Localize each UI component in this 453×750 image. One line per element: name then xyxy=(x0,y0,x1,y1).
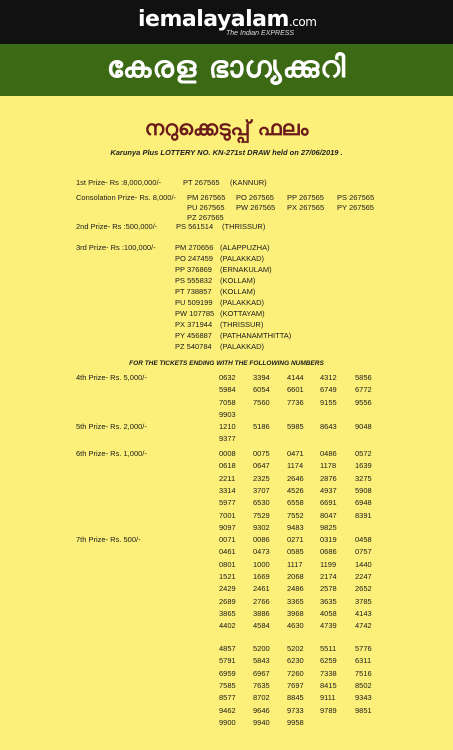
second-prize-ticket: PS 561514 xyxy=(176,222,214,231)
ticket-number: 0632 xyxy=(219,373,236,382)
third-prize-place: (KOLLAM) xyxy=(220,287,256,296)
consolation-ticket: PW 267565 xyxy=(236,203,276,212)
ticket-number: 1117 xyxy=(287,559,303,569)
ticket-number: 6054 xyxy=(253,385,270,395)
ticket-number: 5186 xyxy=(253,422,270,431)
third-prize-place: (KOLLAM) xyxy=(220,276,256,285)
ticket-number: 8047 xyxy=(320,510,337,520)
ticket-number: 2461 xyxy=(253,584,270,594)
ticket-number: 0461 xyxy=(219,547,236,557)
ticket-number: 0486 xyxy=(320,449,337,458)
ticket-number: 7001 xyxy=(219,510,236,520)
ticket-number: 3394 xyxy=(253,373,270,382)
consolation-ticket: PS 267565 xyxy=(337,193,375,202)
seventh-prize-label: 7th Prize- Rs. 500/- xyxy=(76,535,141,544)
ticket-number: 2646 xyxy=(287,473,304,483)
ticket-number: 6259 xyxy=(320,656,337,666)
ticket-number: 1639 xyxy=(355,461,372,471)
first-prize-ticket: PT 267565 xyxy=(183,178,220,187)
ticket-number: 8391 xyxy=(355,510,372,520)
ticket-number: 9462 xyxy=(219,705,236,715)
ticket-number: 6601 xyxy=(287,385,304,395)
fifth-prize-label: 5th Prize- Rs. 2,000/- xyxy=(76,422,147,431)
third-prize-ticket: PX 371944 xyxy=(175,320,213,329)
ticket-number: 4312 xyxy=(320,373,337,382)
ticket-number: 0271 xyxy=(287,535,304,544)
ticket-number: 9302 xyxy=(253,522,270,532)
ticket-number: 9646 xyxy=(253,705,270,715)
third-prize-ticket: PP 376869 xyxy=(175,265,212,274)
ticket-number: 5977 xyxy=(219,498,236,508)
ticket-number: 0473 xyxy=(253,547,270,557)
ticket-number: 5791 xyxy=(219,656,236,666)
ticket-number: 7338 xyxy=(320,668,337,678)
third-prize-place: (PALAKKAD) xyxy=(220,342,265,351)
ticket-number: 0075 xyxy=(253,449,270,458)
ticket-number: 5202 xyxy=(287,644,304,653)
results-heading: നറുക്കെടുപ്പ് ഫലം xyxy=(144,116,309,140)
ticket-number: 2174 xyxy=(320,571,337,581)
ending-caption: FOR THE TICKETS ENDING WITH THE FOLLOWING NUMBERS xyxy=(129,360,324,367)
ticket-number: 9483 xyxy=(287,522,304,532)
ticket-number: 3968 xyxy=(287,608,304,618)
ticket-number: 0686 xyxy=(320,547,337,557)
ticket-number: 1000 xyxy=(253,559,270,569)
ticket-number: 3707 xyxy=(253,485,270,495)
third-prize-ticket: PY 456887 xyxy=(175,331,212,340)
third-prize-place: (PALAKKAD) xyxy=(220,298,265,307)
ticket-number: 5908 xyxy=(355,485,372,495)
ticket-number: 9903 xyxy=(219,409,236,419)
ticket-number: 9733 xyxy=(287,705,304,715)
ticket-number: 3635 xyxy=(320,596,337,606)
ticket-number: 5843 xyxy=(253,656,270,666)
third-prize-ticket: PM 270656 xyxy=(175,243,214,252)
ticket-number: 7260 xyxy=(287,668,304,678)
third-prize-ticket: PW 107785 xyxy=(175,309,215,318)
ticket-number: 1174 xyxy=(287,461,304,471)
ticket-number: 8643 xyxy=(320,422,337,431)
ticket-number: 9343 xyxy=(355,693,372,703)
ticket-number: 2689 xyxy=(219,596,236,606)
ticket-number: 9048 xyxy=(355,422,372,431)
third-prize-ticket: PU 509199 xyxy=(175,298,213,307)
title-banner xyxy=(0,44,453,96)
ticket-number: 2876 xyxy=(320,473,337,483)
ticket-number: 5776 xyxy=(355,644,372,653)
third-prize-place: (PALAKKAD) xyxy=(220,254,265,263)
ticket-number: 0471 xyxy=(287,449,304,458)
ticket-number: 3886 xyxy=(253,608,270,618)
ticket-number: 2325 xyxy=(253,473,270,483)
ticket-number: 7585 xyxy=(219,680,236,690)
site-logo[interactable] xyxy=(138,7,317,37)
first-prize-label: 1st Prize- Rs :8,000,000/- xyxy=(76,178,162,187)
third-prize-place: (THRISSUR) xyxy=(220,320,264,329)
ticket-number: 0071 xyxy=(219,535,236,544)
ticket-number: 0757 xyxy=(355,547,372,557)
logo-prefix: ie xyxy=(138,7,160,32)
third-prize-place: (KOTTAYAM) xyxy=(220,309,265,318)
ticket-number: 9377 xyxy=(219,434,236,444)
ticket-number: 9155 xyxy=(320,397,337,407)
ticket-number: 1199 xyxy=(320,559,337,569)
ticket-number: 0319 xyxy=(320,535,337,544)
ticket-number: 1669 xyxy=(253,571,270,581)
ticket-number: 6948 xyxy=(355,498,372,508)
ticket-number: 5984 xyxy=(219,385,236,395)
ticket-number: 4526 xyxy=(287,485,304,495)
ticket-number: 0008 xyxy=(219,449,236,458)
ticket-number: 2766 xyxy=(253,596,270,606)
ticket-number: 3275 xyxy=(355,473,372,483)
ticket-number: 1210 xyxy=(219,422,236,431)
ticket-number: 2211 xyxy=(219,473,236,483)
second-prize-label: 2nd Prize- Rs :500,000/- xyxy=(76,222,158,231)
ticket-number: 6772 xyxy=(355,385,372,395)
ticket-number: 2247 xyxy=(355,571,372,581)
ticket-number: 4143 xyxy=(355,608,372,618)
ticket-number: 6967 xyxy=(253,668,270,678)
ticket-number: 5511 xyxy=(320,644,337,653)
consolation-ticket: PY 267565 xyxy=(337,203,374,212)
ticket-number: 4857 xyxy=(219,644,236,653)
ticket-number: 3785 xyxy=(355,596,372,606)
ticket-number: 6749 xyxy=(320,385,337,395)
ticket-number: 4937 xyxy=(320,485,337,495)
ticket-number: 4630 xyxy=(287,621,304,631)
ticket-number: 0086 xyxy=(253,535,270,544)
consolation-ticket: PZ 267565 xyxy=(187,213,224,222)
ticket-number: 4058 xyxy=(320,608,337,618)
banner-title: കേരള ഭാഗ്യക്കുറി xyxy=(106,50,347,85)
ticket-number: 9097 xyxy=(219,522,236,532)
ticket-number: 7635 xyxy=(253,680,270,690)
ticket-number: 9900 xyxy=(219,717,236,727)
ticket-number: 6959 xyxy=(219,668,236,678)
ticket-number: 0801 xyxy=(219,559,236,569)
ticket-number: 7560 xyxy=(253,397,270,407)
ticket-number: 2578 xyxy=(320,584,337,594)
ticket-number: 6230 xyxy=(287,656,304,666)
ticket-number: 7552 xyxy=(287,510,304,520)
ticket-number: 7736 xyxy=(287,397,304,407)
logo-tagline: The Indian EXPRESS xyxy=(226,30,295,37)
ticket-number: 6530 xyxy=(253,498,270,508)
ticket-number: 2652 xyxy=(355,584,372,594)
logo-name: malayalam xyxy=(159,7,289,32)
sixth-prize-label: 6th Prize- Rs. 1,000/- xyxy=(76,449,147,458)
ticket-number: 6691 xyxy=(320,498,337,508)
ticket-number: 6558 xyxy=(287,498,304,508)
site-header xyxy=(0,0,453,44)
ticket-number: 7516 xyxy=(355,668,372,678)
consolation-ticket: PM 267565 xyxy=(187,193,226,202)
logo-suffix: .com xyxy=(288,15,317,29)
ticket-number: 0618 xyxy=(219,461,236,471)
first-prize-place: (KANNUR) xyxy=(230,178,267,187)
ticket-number: 8577 xyxy=(219,693,236,703)
ticket-number: 5200 xyxy=(253,644,270,653)
consolation-label: Consolation Prize- Rs. 8,000/- xyxy=(76,193,177,202)
third-prize-ticket: PZ 540784 xyxy=(175,342,212,351)
ticket-number: 3865 xyxy=(219,608,236,618)
ticket-number: 5856 xyxy=(355,373,372,382)
ticket-number: 0458 xyxy=(355,535,372,544)
consolation-ticket: PP 267565 xyxy=(287,193,324,202)
ticket-number: 9825 xyxy=(320,522,337,532)
ticket-number: 8502 xyxy=(355,680,372,690)
ticket-number: 2429 xyxy=(219,584,236,594)
ticket-number: 1440 xyxy=(355,559,372,569)
ticket-number: 1521 xyxy=(219,571,236,581)
ticket-number: 8702 xyxy=(253,693,270,703)
ticket-number: 7058 xyxy=(219,397,236,407)
ticket-number: 3314 xyxy=(219,485,236,495)
ticket-number: 2068 xyxy=(287,571,304,581)
third-prize-ticket: PT 738857 xyxy=(175,287,212,296)
ticket-number: 8845 xyxy=(287,693,304,703)
consolation-ticket: PU 267565 xyxy=(187,203,225,212)
third-prize-ticket: PS 555832 xyxy=(175,276,213,285)
ticket-number: 4584 xyxy=(253,621,270,631)
ticket-number: 9940 xyxy=(253,717,270,727)
third-prize-place: (ERNAKULAM) xyxy=(220,265,272,274)
consolation-ticket: PX 267565 xyxy=(287,203,325,212)
ticket-number: 4742 xyxy=(355,621,372,631)
ticket-number: 7529 xyxy=(253,510,270,520)
consolation-ticket: PO 267565 xyxy=(236,193,274,202)
third-prize-place: (PATHANAMTHITTA) xyxy=(220,331,292,340)
third-prize-ticket: PO 247459 xyxy=(175,254,213,263)
second-prize-place: (THRISSUR) xyxy=(222,222,266,231)
ticket-number: 7697 xyxy=(287,680,304,690)
ticket-number: 5985 xyxy=(287,422,304,431)
ticket-number: 4739 xyxy=(320,621,337,631)
draw-info: Karunya Plus LOTTERY NO. KN-271st DRAW held on 27/06/2019 . xyxy=(110,148,343,157)
ticket-number: 2486 xyxy=(287,584,304,594)
ticket-number: 9556 xyxy=(355,397,372,407)
ticket-number: 4144 xyxy=(287,373,304,382)
ticket-number: 4402 xyxy=(219,621,236,631)
ticket-number: 9789 xyxy=(320,705,337,715)
ticket-number: 9111 xyxy=(320,693,336,703)
fourth-prize-label: 4th Prize- Rs. 5,000/- xyxy=(76,373,147,382)
third-prize-place: (ALAPPUZHA) xyxy=(220,243,270,252)
ticket-number: 0647 xyxy=(253,461,270,471)
ticket-number: 8415 xyxy=(320,680,337,690)
ticket-number: 3365 xyxy=(287,596,304,606)
third-prize-label: 3rd Prize- Rs :100,000/- xyxy=(76,243,156,252)
ticket-number: 9958 xyxy=(287,717,304,727)
ticket-number: 6311 xyxy=(355,656,372,666)
ticket-number: 9851 xyxy=(355,705,372,715)
ticket-number: 1178 xyxy=(320,461,337,471)
ticket-number: 0585 xyxy=(287,547,304,557)
ticket-number: 0572 xyxy=(355,449,372,458)
